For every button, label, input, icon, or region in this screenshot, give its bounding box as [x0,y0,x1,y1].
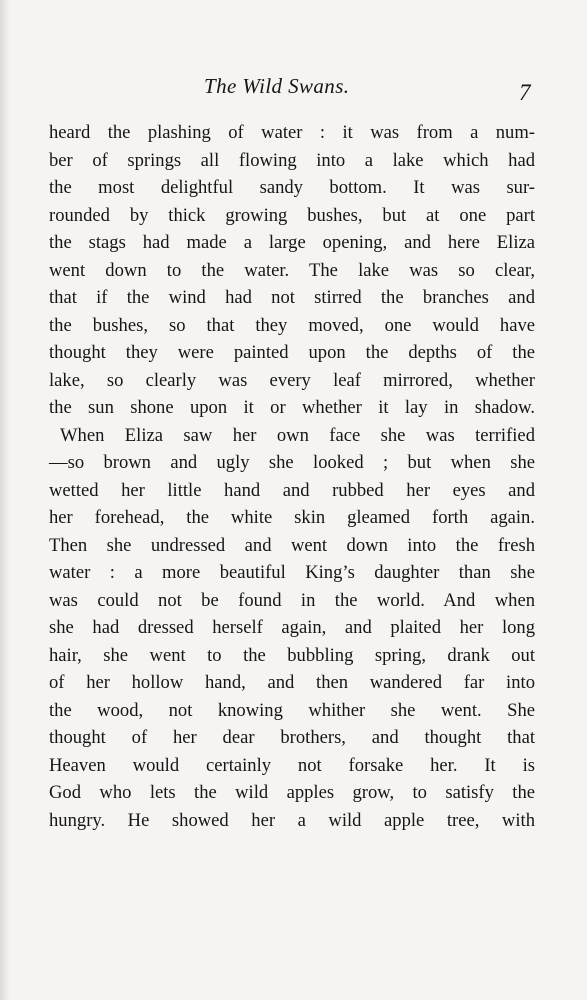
text-line: thought they were painted upon the depths of the [49,342,535,363]
text-line: the stags had made a large opening, and here Eliza [49,232,535,253]
page-header [0,70,587,110]
text-line: the most delightful sandy bottom. It was sur- [49,177,535,198]
text-line: of her hollow hand, and then wandered far into [49,672,535,693]
text-line: the sun shone upon it or whether it lay in shadow. [49,397,535,418]
text-line: heard the plashing of water : it was from a num- [49,122,535,143]
text-line: wetted her little hand and rubbed her eyes and [49,479,535,501]
running-title: The Wild Swans. [204,74,350,98]
text-line: thought of her dear brothers, and thought that [49,727,535,748]
text-line: lake, so clearly was every leaf mirrored, whether [49,369,535,391]
text-line: her forehead, the white skin gleamed forth again. [49,507,535,528]
text-line: ber of springs all flowing into a lake which had [49,149,535,171]
text-line: God who lets the wild apples grow, to satisfy the [49,782,535,803]
text-line: —so brown and ugly she looked ; but when she [49,452,535,473]
text-line: she had dressed herself again, and plaited her long [49,617,535,638]
text-line: hair, she went to the bubbling spring, drank out [49,644,535,666]
text-line: that if the wind had not stirred the branches and [49,287,535,308]
page-number: 7 [519,80,531,105]
text-line: the bushes, so that they moved, one would have [49,314,535,336]
text-line: was could not be found in the world. And when [49,589,535,611]
text-line: the wood, not knowing whither she went. She [49,699,535,721]
text-line: water : a more beautiful King’s daughter than she [49,562,535,583]
text-line: Heaven would certainly not forsake her. It is [49,754,535,776]
body-text [49,119,535,834]
text-line: went down to the water. The lake was so clear, [49,259,535,281]
text-line: Then she undressed and went down into the fresh [49,534,535,556]
page-gutter-shadow [0,0,10,1000]
text-line-paragraph-start: When Eliza saw her own face she was terrified [60,424,535,446]
text-line: rounded by thick growing bushes, but at one part [49,204,535,226]
text-line: hungry. He showed her a wild apple tree, with [49,809,535,831]
